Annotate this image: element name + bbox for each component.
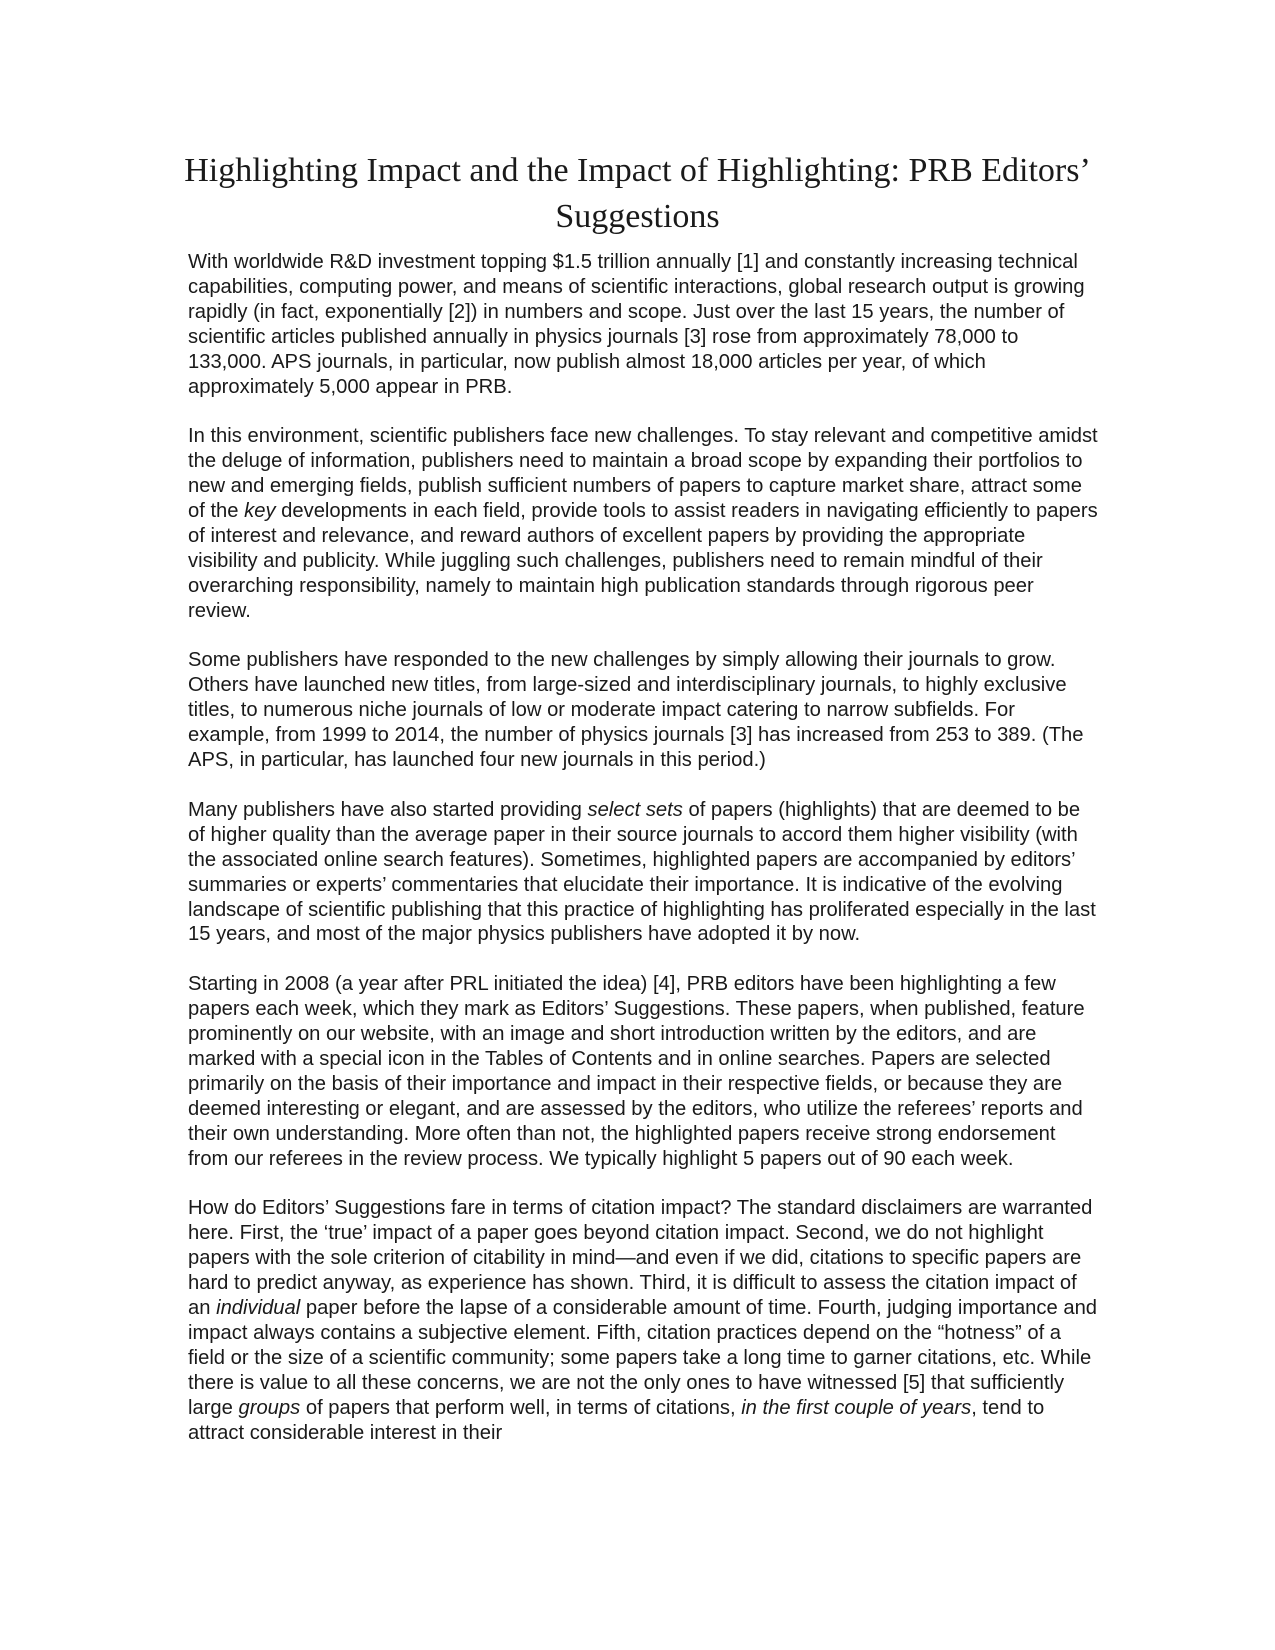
body-paragraph [188, 972, 1098, 1171]
emphasized-text: select sets [587, 798, 683, 821]
emphasized-text: individual [216, 1296, 301, 1319]
paragraph-text: of papers that perform well, in terms of citations, [300, 1396, 742, 1419]
paragraph-text: of papers (highlights) that are deemed to be of higher quality than the average paper in their source journals to accord them higher visibility (with the associated online search features). Sometimes, highlighted papers are accompanied by editors’ summaries or experts’ commentaries that elucidate their importance. It is indicative of the evolving landscape of scientific publishing that this practice of highlighting has proliferated especially in the last 15 years, and most of the major physics publishers have adopted it by now. [188, 798, 1096, 946]
paragraph-text: Many publishers have also started providing [188, 798, 588, 821]
paragraph-text: , tend to attract considerable interest in their [188, 1396, 1045, 1444]
paragraph-text: Starting in 2008 (a year after PRL initiated the idea) [4], PRB editors have been highlighting a few papers each week, which they mark as Editors’ Suggestions. These papers, when published, feature prominently on our website, with an image and short introduction written by the editors, and are marked with a special icon in the Tables of Contents and in online searches. Papers are selected primarily on the basis of their importance and impact in their respective fields, or because they are deemed interesting or elegant, and are assessed by the editors, who utilize the referees’ reports and their own understanding. More often than not, the highlighted papers receive strong endorsement from our referees in the review process. We typically highlight 5 papers out of 90 each week. [188, 973, 1085, 1170]
body-paragraph [188, 1196, 1098, 1445]
paragraph-text: With worldwide R&D investment topping $1.5 trillion annually [1] and constantly increasing technical capabilities, computing power, and means of scientific interactions, global research output is growing rapidly (in fact, exponentially [2]) in numbers and scope. Just over the last 15 years, the number of scientific articles published annually in physics journals [3] rose from approximately 78,000 to 133,000. APS journals, in particular, now publish almost 18,000 articles per year, of which approximately 5,000 appear in PRB. [188, 251, 1085, 398]
emphasized-text: key [244, 500, 276, 523]
emphasized-text: in the first couple of years [741, 1396, 972, 1419]
paragraph-text: In this environment, scientific publishers face new challenges. To stay relevant and competitive amidst the deluge of information, publishers need to maintain a broad scope by expanding their portfolios to new and emerging fields, publish sufficient numbers of papers to capture market share, attract some of the [188, 425, 1098, 523]
paragraph-text: developments in each field, provide tools to assist readers in navigating efficiently to papers of interest and relevance, and reward authors of excellent papers by providing the appropriate visibility and publicity. While juggling such challenges, publishers need to remain mindful of their overarching responsibility, namely to maintain high publication standards through rigorous peer review. [188, 500, 1098, 622]
article-body [188, 250, 1098, 1470]
page-title: Highlighting Impact and the Impact of Highlighting: PRB Editors’ Suggestions [184, 152, 1091, 235]
body-paragraph [188, 424, 1098, 623]
emphasized-text: groups [238, 1396, 301, 1419]
body-paragraph [188, 648, 1098, 773]
paragraph-text: Some publishers have responded to the new challenges by simply allowing their journals to grow. Others have launched new titles, from large-sized and interdisciplinary journals, to highly exclusive titles, to numerous niche journals of low or moderate impact catering to narrow subfields. For example, from 1999 to 2014, the number of physics journals [3] has increased from 253 to 389. (The APS, in particular, has launched four new journals in this period.) [188, 649, 1084, 772]
body-paragraph [188, 250, 1098, 399]
body-paragraph [188, 798, 1098, 947]
paragraph-text: paper before the lapse of a considerable amount of time. Fourth, judging importance and impact always contains a subjective element. Fifth, citation practices depend on the “hotness” of a field or the size of a scientific community; some papers take a long time to garner citations, etc. While there is value to all these concerns, we are not the only ones to have witnessed [5] that sufficiently large [188, 1296, 1098, 1419]
paragraph-text: How do Editors’ Suggestions fare in terms of citation impact? The standard disclaimers are warranted here. First, the ‘true’ impact of a paper goes beyond citation impact. Second, we do not highlight papers with the sole criterion of citability in mind—and even if we did, citations to specific papers are hard to predict anyway, as experience has shown. Third, it is difficult to assess the citation impact of an [188, 1197, 1093, 1319]
